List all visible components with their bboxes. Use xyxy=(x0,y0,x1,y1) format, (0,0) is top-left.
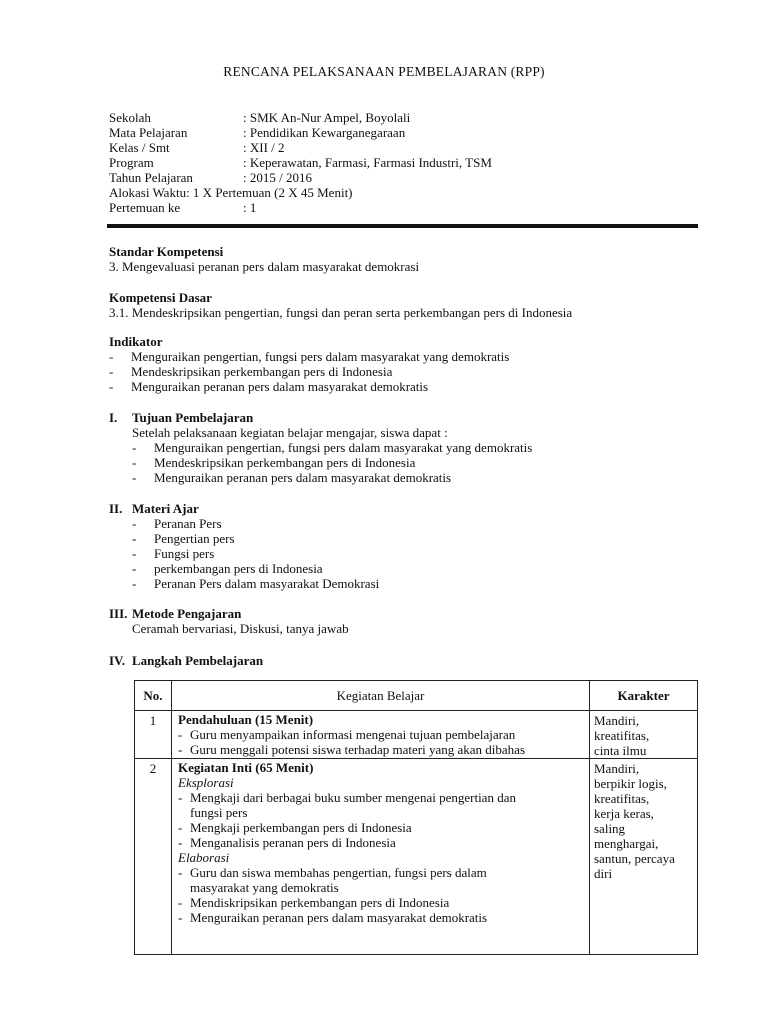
activity-item-text: Menguraikan peranan pers dalam masyarakat demokratis xyxy=(190,910,488,925)
row-activity xyxy=(172,711,590,759)
metode-heading: Metode Pengajaran xyxy=(132,606,242,621)
header-kegiatan: Kegiatan Belajar xyxy=(172,681,590,711)
langkah-heading: Langkah Pembelajaran xyxy=(132,653,264,668)
identity-label: Program xyxy=(109,155,154,170)
table-header-row xyxy=(135,681,698,711)
materi-item: - Pengertian pers xyxy=(132,531,235,546)
metode-text: Ceramah bervariasi, Diskusi, tanya jawab xyxy=(132,621,349,636)
header-no: No. xyxy=(135,681,172,711)
identity-label: Pertemuan ke xyxy=(109,200,181,215)
activity-item-text: Mengkaji perkembangan pers di Indonesia xyxy=(190,820,412,835)
row-number: 2 xyxy=(135,759,172,955)
tujuan-item-text: Mendeskripsikan perkembangan pers di Indonesia xyxy=(154,455,416,470)
materi-item: - perkembangan pers di Indonesia xyxy=(132,561,323,576)
karakter-item: cinta ilmu xyxy=(594,743,647,758)
tujuan-item: - Menguraikan peranan pers dalam masyarakat demokratis xyxy=(132,470,452,485)
identity-label: Alokasi Waktu: 1 X Pertemuan (2 X 45 Menit) xyxy=(109,185,353,200)
row-karakter xyxy=(590,759,698,955)
materi-item: - Peranan Pers xyxy=(132,516,222,531)
identity-value: : SMK An-Nur Ampel, Boyolali xyxy=(243,110,411,125)
indikator-item-text: Menguraikan peranan pers dalam masyarakat demokratis xyxy=(131,379,429,394)
karakter-item: menghargai, xyxy=(594,836,659,851)
kegiatan-table xyxy=(134,680,698,955)
activity-item-text: Guru dan siswa membahas pengertian, fungsi pers dalam xyxy=(190,865,487,880)
identity-label: Tahun Pelajaran xyxy=(109,170,193,185)
materi-item-text: perkembangan pers di Indonesia xyxy=(154,561,323,576)
activity-item: - Guru menyampaikan informasi mengenai tujuan pembelajaran xyxy=(178,727,516,742)
materi-item: - Peranan Pers dalam masyarakat Demokrasi xyxy=(132,576,380,591)
activity-item-text: Mengkaji dari berbagai buku sumber mengenai pengertian dan xyxy=(190,790,516,805)
identity-value: : 2015 / 2016 xyxy=(243,170,312,185)
document-title: RENCANA PELAKSANAAN PEMBELAJARAN (RPP) xyxy=(223,64,545,79)
karakter-item: berpikir logis, xyxy=(594,776,667,791)
identity-label: Sekolah xyxy=(109,110,151,125)
activity-item-text: Guru menyampaikan informasi mengenai tujuan pembelajaran xyxy=(190,727,516,742)
identity-value: : Keperawatan, Farmasi, Farmasi Industri, TSM xyxy=(243,155,492,170)
karakter-item: kreatifitas, xyxy=(594,791,650,806)
materi-item-text: Pengertian pers xyxy=(154,531,235,546)
karakter-item: santun, percaya xyxy=(594,851,675,866)
standar-kompetensi-heading: Standar Kompetensi xyxy=(109,244,224,259)
activity-item: - Menganalisis peranan pers di Indonesia xyxy=(178,835,396,850)
tujuan-number: I. xyxy=(109,410,118,425)
indikator-item: - Mendeskripsikan perkembangan pers di Indonesia xyxy=(109,364,393,379)
activity-item: - Mengkaji perkembangan pers di Indonesia xyxy=(178,820,412,835)
activity-item-continued: fungsi pers xyxy=(190,805,248,820)
table-row xyxy=(135,759,698,955)
eksplorasi-label: Eksplorasi xyxy=(178,775,234,790)
karakter-item: kerja keras, xyxy=(594,806,654,821)
divider-rule xyxy=(107,224,698,228)
karakter-item: kreatifitas, xyxy=(594,728,650,743)
karakter-item: Mandiri, xyxy=(594,761,640,776)
karakter-item: saling xyxy=(594,821,626,836)
header-karakter: Karakter xyxy=(590,681,698,711)
activity-item-text: Guru menggali potensi siswa terhadap materi yang akan dibahas xyxy=(190,742,526,757)
indikator-item: - Menguraikan peranan pers dalam masyarakat demokratis xyxy=(109,379,429,394)
row-activity xyxy=(172,759,590,955)
identity-label: Kelas / Smt xyxy=(109,140,170,155)
activity-item-continued: masyarakat yang demokratis xyxy=(190,880,339,895)
indikator-item-text: Mendeskripsikan perkembangan pers di Indonesia xyxy=(131,364,393,379)
materi-item-text: Peranan Pers dalam masyarakat Demokrasi xyxy=(154,576,380,591)
tujuan-heading: Tujuan Pembelajaran xyxy=(132,410,254,425)
table-row xyxy=(135,711,698,759)
tujuan-item: - Mendeskripsikan perkembangan pers di Indonesia xyxy=(132,455,416,470)
tujuan-item-text: Menguraikan pengertian, fungsi pers dalam masyarakat yang demokratis xyxy=(154,440,533,455)
activity-title: Kegiatan Inti (65 Menit) xyxy=(178,760,314,775)
materi-heading: Materi Ajar xyxy=(132,501,199,516)
activity-item: - Mendiskripsikan perkembangan pers di Indonesia xyxy=(178,895,450,910)
standar-kompetensi-text: 3. Mengevaluasi peranan pers dalam masyarakat demokrasi xyxy=(109,259,420,274)
indikator-heading: Indikator xyxy=(109,334,163,349)
indikator-item: - Menguraikan pengertian, fungsi pers dalam masyarakat yang demokratis xyxy=(109,349,510,364)
elaborasi-label: Elaborasi xyxy=(178,850,230,865)
karakter-item: Mandiri, xyxy=(594,713,640,728)
activity-item: - Guru menggali potensi siswa terhadap materi yang akan dibahas xyxy=(178,742,526,757)
activity-item: - Mengkaji dari berbagai buku sumber mengenai pengertian dan xyxy=(178,790,516,805)
materi-item-text: Fungsi pers xyxy=(154,546,215,561)
activity-item-text: Menganalisis peranan pers di Indonesia xyxy=(190,835,396,850)
kompetensi-dasar-heading: Kompetensi Dasar xyxy=(109,290,212,305)
metode-number: III. xyxy=(109,606,128,621)
identity-value: : Pendidikan Kewarganegaraan xyxy=(243,125,406,140)
row-number: 1 xyxy=(135,711,172,759)
materi-item: - Fungsi pers xyxy=(132,546,215,561)
tujuan-item-text: Menguraikan peranan pers dalam masyarakat demokratis xyxy=(154,470,452,485)
row-karakter xyxy=(590,711,698,759)
karakter-item: diri xyxy=(594,866,613,881)
kompetensi-dasar-text: 3.1. Mendeskripsikan pengertian, fungsi dan peran serta perkembangan pers di Indonesia xyxy=(109,305,573,320)
activity-item: - Guru dan siswa membahas pengertian, fungsi pers dalam xyxy=(178,865,487,880)
activity-title: Pendahuluan (15 Menit) xyxy=(178,712,314,727)
tujuan-item: - Menguraikan pengertian, fungsi pers dalam masyarakat yang demokratis xyxy=(132,440,533,455)
identity-label: Mata Pelajaran xyxy=(109,125,188,140)
activity-item-text: Mendiskripsikan perkembangan pers di Indonesia xyxy=(190,895,450,910)
identity-value: : XII / 2 xyxy=(243,140,285,155)
tujuan-intro: Setelah pelaksanaan kegiatan belajar mengajar, siswa dapat : xyxy=(132,425,448,440)
identity-value: : 1 xyxy=(243,200,257,215)
indikator-item-text: Menguraikan pengertian, fungsi pers dalam masyarakat yang demokratis xyxy=(131,349,510,364)
materi-item-text: Peranan Pers xyxy=(154,516,222,531)
langkah-number: IV. xyxy=(109,653,126,668)
activity-item: - Menguraikan peranan pers dalam masyarakat demokratis xyxy=(178,910,488,925)
materi-number: II. xyxy=(109,501,123,516)
